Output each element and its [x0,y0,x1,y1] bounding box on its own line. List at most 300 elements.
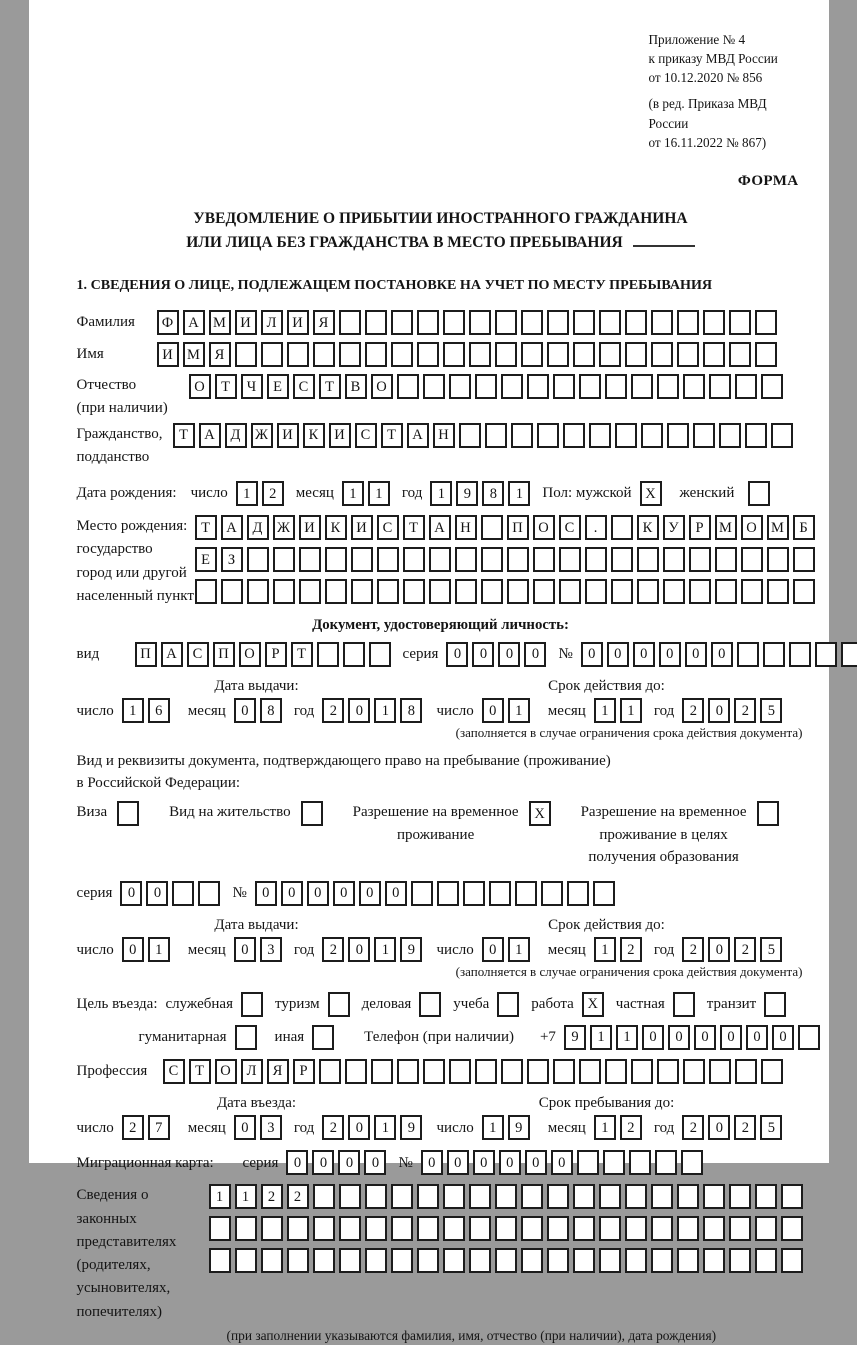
char-cell[interactable] [715,547,737,572]
char-cell[interactable]: И [329,423,351,448]
char-cell[interactable] [489,881,511,906]
char-cell[interactable] [573,342,595,367]
char-cell[interactable] [417,1216,439,1241]
char-cell[interactable]: И [277,423,299,448]
char-cell[interactable]: П [213,642,235,667]
char-cell[interactable] [729,342,751,367]
char-cell[interactable] [605,1059,627,1084]
char-cell[interactable]: 1 [236,481,258,506]
char-cell[interactable] [579,374,601,399]
char-cell[interactable] [709,1059,731,1084]
char-cell[interactable] [247,579,269,604]
char-cell[interactable]: 6 [148,698,170,723]
char-cell[interactable]: 0 [120,881,142,906]
char-cell[interactable] [377,579,399,604]
char-cell[interactable]: 0 [146,881,168,906]
char-cell[interactable]: Т [291,642,313,667]
char-cell[interactable]: 0 [348,698,370,723]
char-cell[interactable] [761,374,783,399]
char-cell[interactable]: 8 [260,698,282,723]
char-cell[interactable] [261,342,283,367]
char-cell[interactable]: 1 [594,937,616,962]
char-cell[interactable]: А [429,515,451,540]
char-cell[interactable] [781,1248,803,1273]
char-cell[interactable]: 0 [473,1150,495,1175]
char-cell[interactable] [417,1248,439,1273]
char-cell[interactable] [755,1184,777,1209]
char-cell[interactable] [615,423,637,448]
char-cell[interactable] [815,642,837,667]
char-cell[interactable] [437,881,459,906]
char-cell[interactable] [515,881,537,906]
char-cell[interactable] [317,642,339,667]
char-cell[interactable]: 0 [338,1150,360,1175]
char-cell[interactable]: 0 [472,642,494,667]
char-cell[interactable] [651,342,673,367]
char-cell[interactable]: К [303,423,325,448]
char-cell[interactable] [771,423,793,448]
char-cell[interactable]: Ж [251,423,273,448]
char-cell[interactable]: А [183,310,205,335]
char-cell[interactable] [637,547,659,572]
char-cell[interactable] [235,1216,257,1241]
char-cell[interactable] [497,992,519,1017]
char-cell[interactable]: 1 [594,1115,616,1140]
char-cell[interactable]: Н [433,423,455,448]
char-cell[interactable]: 2 [620,1115,642,1140]
char-cell[interactable]: . [585,515,607,540]
char-cell[interactable] [423,1059,445,1084]
char-cell[interactable]: У [663,515,685,540]
char-cell[interactable]: О [215,1059,237,1084]
char-cell[interactable]: 2 [322,698,344,723]
char-cell[interactable]: З [221,547,243,572]
char-cell[interactable] [657,1059,679,1084]
char-cell[interactable] [729,1248,751,1273]
char-cell[interactable] [673,992,695,1017]
char-cell[interactable] [755,1216,777,1241]
char-cell[interactable] [521,1184,543,1209]
char-cell[interactable] [611,515,633,540]
char-cell[interactable] [313,1184,335,1209]
char-cell[interactable] [365,310,387,335]
char-cell[interactable]: 0 [447,1150,469,1175]
char-cell[interactable]: Т [381,423,403,448]
char-cell[interactable] [563,423,585,448]
char-cell[interactable]: И [235,310,257,335]
char-cell[interactable] [391,1216,413,1241]
char-cell[interactable] [577,1150,599,1175]
char-cell[interactable] [172,881,194,906]
char-cell[interactable] [325,579,347,604]
char-cell[interactable]: А [199,423,221,448]
char-cell[interactable] [689,547,711,572]
char-cell[interactable] [481,579,503,604]
char-cell[interactable]: Е [267,374,289,399]
char-cell[interactable] [511,423,533,448]
char-cell[interactable]: 2 [734,937,756,962]
char-cell[interactable]: М [183,342,205,367]
char-cell[interactable] [547,342,569,367]
char-cell[interactable]: 1 [508,481,530,506]
char-cell[interactable]: 0 [364,1150,386,1175]
char-cell[interactable] [693,423,715,448]
char-cell[interactable]: 0 [711,642,733,667]
char-cell[interactable] [339,1248,361,1273]
char-cell[interactable]: 0 [446,642,468,667]
char-cell[interactable] [527,1059,549,1084]
char-cell[interactable] [599,310,621,335]
char-cell[interactable] [553,1059,575,1084]
char-cell[interactable] [703,1248,725,1273]
char-cell[interactable]: Ж [273,515,295,540]
char-cell[interactable] [507,579,529,604]
char-cell[interactable]: 1 [616,1025,638,1050]
char-cell[interactable]: С [293,374,315,399]
char-cell[interactable] [677,310,699,335]
char-cell[interactable]: 0 [694,1025,716,1050]
char-cell[interactable]: X [529,801,551,826]
char-cell[interactable] [261,1248,283,1273]
char-cell[interactable] [599,1184,621,1209]
char-cell[interactable]: 0 [421,1150,443,1175]
char-cell[interactable] [313,342,335,367]
char-cell[interactable] [677,1184,699,1209]
char-cell[interactable] [605,374,627,399]
char-cell[interactable] [533,547,555,572]
char-cell[interactable] [449,1059,471,1084]
char-cell[interactable] [689,579,711,604]
char-cell[interactable] [325,547,347,572]
char-cell[interactable]: Л [261,310,283,335]
char-cell[interactable] [641,423,663,448]
char-cell[interactable] [391,1184,413,1209]
char-cell[interactable]: 1 [590,1025,612,1050]
char-cell[interactable]: С [163,1059,185,1084]
char-cell[interactable]: С [559,515,581,540]
char-cell[interactable]: С [355,423,377,448]
char-cell[interactable]: 2 [620,937,642,962]
char-cell[interactable] [328,992,350,1017]
char-cell[interactable]: 0 [498,642,520,667]
char-cell[interactable] [501,374,523,399]
char-cell[interactable]: М [767,515,789,540]
char-cell[interactable] [527,374,549,399]
char-cell[interactable] [573,1184,595,1209]
char-cell[interactable] [417,342,439,367]
char-cell[interactable]: И [287,310,309,335]
char-cell[interactable] [495,1216,517,1241]
char-cell[interactable] [521,1216,543,1241]
char-cell[interactable]: С [377,515,399,540]
char-cell[interactable] [469,1248,491,1273]
char-cell[interactable]: 0 [642,1025,664,1050]
char-cell[interactable]: Т [215,374,237,399]
char-cell[interactable]: 0 [659,642,681,667]
char-cell[interactable]: Я [209,342,231,367]
char-cell[interactable]: 7 [148,1115,170,1140]
char-cell[interactable] [455,579,477,604]
char-cell[interactable]: 0 [708,937,730,962]
char-cell[interactable]: 1 [368,481,390,506]
char-cell[interactable]: Н [455,515,477,540]
char-cell[interactable]: Р [265,642,287,667]
char-cell[interactable] [761,1059,783,1084]
char-cell[interactable] [781,1216,803,1241]
char-cell[interactable]: 0 [746,1025,768,1050]
char-cell[interactable] [235,342,257,367]
char-cell[interactable] [651,1184,673,1209]
char-cell[interactable] [397,1059,419,1084]
char-cell[interactable] [391,1248,413,1273]
char-cell[interactable] [663,579,685,604]
char-cell[interactable] [657,374,679,399]
char-cell[interactable]: 1 [482,1115,504,1140]
char-cell[interactable]: А [221,515,243,540]
char-cell[interactable] [287,1216,309,1241]
char-cell[interactable] [411,881,433,906]
char-cell[interactable] [419,992,441,1017]
char-cell[interactable] [273,579,295,604]
char-cell[interactable]: 5 [760,698,782,723]
char-cell[interactable]: 2 [682,698,704,723]
char-cell[interactable] [729,1216,751,1241]
char-cell[interactable] [755,310,777,335]
char-cell[interactable] [841,642,857,667]
char-cell[interactable] [481,547,503,572]
char-cell[interactable] [469,342,491,367]
char-cell[interactable] [663,547,685,572]
char-cell[interactable] [312,1025,334,1050]
char-cell[interactable] [589,423,611,448]
char-cell[interactable]: 0 [525,1150,547,1175]
char-cell[interactable] [651,1248,673,1273]
char-cell[interactable] [469,1184,491,1209]
char-cell[interactable]: 3 [260,1115,282,1140]
char-cell[interactable] [365,1184,387,1209]
char-cell[interactable] [625,342,647,367]
char-cell[interactable]: 1 [235,1184,257,1209]
char-cell[interactable]: П [507,515,529,540]
char-cell[interactable] [287,1248,309,1273]
char-cell[interactable] [301,801,323,826]
char-cell[interactable] [735,374,757,399]
char-cell[interactable]: 1 [122,698,144,723]
char-cell[interactable]: И [351,515,373,540]
char-cell[interactable] [209,1248,231,1273]
char-cell[interactable]: 0 [359,881,381,906]
char-cell[interactable]: 2 [262,481,284,506]
char-cell[interactable] [579,1059,601,1084]
char-cell[interactable] [521,342,543,367]
char-cell[interactable]: 1 [374,1115,396,1140]
char-cell[interactable] [235,1248,257,1273]
char-cell[interactable]: 1 [374,698,396,723]
char-cell[interactable]: 9 [400,937,422,962]
char-cell[interactable]: 2 [734,698,756,723]
char-cell[interactable]: 0 [281,881,303,906]
char-cell[interactable]: О [189,374,211,399]
char-cell[interactable]: 9 [564,1025,586,1050]
char-cell[interactable]: 2 [287,1184,309,1209]
char-cell[interactable] [667,423,689,448]
char-cell[interactable]: 0 [499,1150,521,1175]
char-cell[interactable] [369,642,391,667]
char-cell[interactable]: М [209,310,231,335]
char-cell[interactable] [287,342,309,367]
char-cell[interactable] [637,579,659,604]
char-cell[interactable]: Л [241,1059,263,1084]
char-cell[interactable]: 0 [607,642,629,667]
char-cell[interactable]: 1 [148,937,170,962]
char-cell[interactable]: Т [189,1059,211,1084]
char-cell[interactable] [195,579,217,604]
char-cell[interactable] [757,801,779,826]
char-cell[interactable] [417,1184,439,1209]
char-cell[interactable] [603,1150,625,1175]
char-cell[interactable]: 0 [307,881,329,906]
char-cell[interactable]: 2 [322,1115,344,1140]
char-cell[interactable]: Я [313,310,335,335]
char-cell[interactable] [371,1059,393,1084]
char-cell[interactable]: 0 [333,881,355,906]
char-cell[interactable]: Е [195,547,217,572]
char-cell[interactable] [443,310,465,335]
char-cell[interactable] [391,310,413,335]
char-cell[interactable]: 2 [261,1184,283,1209]
char-cell[interactable] [553,374,575,399]
char-cell[interactable]: Ч [241,374,263,399]
char-cell[interactable]: К [637,515,659,540]
char-cell[interactable]: X [640,481,662,506]
char-cell[interactable] [741,579,763,604]
char-cell[interactable] [449,374,471,399]
char-cell[interactable]: А [161,642,183,667]
char-cell[interactable]: К [325,515,347,540]
char-cell[interactable]: 2 [734,1115,756,1140]
char-cell[interactable] [631,1059,653,1084]
char-cell[interactable]: 5 [760,937,782,962]
char-cell[interactable]: 1 [508,698,530,723]
char-cell[interactable] [745,423,767,448]
char-cell[interactable] [377,547,399,572]
char-cell[interactable] [501,1059,523,1084]
char-cell[interactable]: 0 [581,642,603,667]
char-cell[interactable] [495,342,517,367]
char-cell[interactable] [547,1216,569,1241]
char-cell[interactable]: Д [247,515,269,540]
char-cell[interactable] [541,881,563,906]
char-cell[interactable]: 0 [668,1025,690,1050]
char-cell[interactable]: 0 [708,698,730,723]
char-cell[interactable] [741,547,763,572]
char-cell[interactable] [793,547,815,572]
char-cell[interactable] [273,547,295,572]
char-cell[interactable]: В [345,374,367,399]
char-cell[interactable]: 2 [122,1115,144,1140]
char-cell[interactable] [755,342,777,367]
char-cell[interactable]: 0 [720,1025,742,1050]
char-cell[interactable] [703,342,725,367]
char-cell[interactable] [625,1248,647,1273]
char-cell[interactable]: Б [793,515,815,540]
char-cell[interactable]: 0 [385,881,407,906]
char-cell[interactable]: 9 [456,481,478,506]
char-cell[interactable] [599,342,621,367]
char-cell[interactable]: Т [403,515,425,540]
char-cell[interactable]: 0 [286,1150,308,1175]
char-cell[interactable] [455,547,477,572]
char-cell[interactable] [735,1059,757,1084]
char-cell[interactable]: Д [225,423,247,448]
char-cell[interactable] [715,579,737,604]
char-cell[interactable] [209,1216,231,1241]
char-cell[interactable]: 2 [682,1115,704,1140]
char-cell[interactable] [339,342,361,367]
char-cell[interactable]: П [135,642,157,667]
char-cell[interactable] [599,1216,621,1241]
char-cell[interactable] [235,1025,257,1050]
char-cell[interactable] [719,423,741,448]
char-cell[interactable] [585,579,607,604]
char-cell[interactable]: Т [195,515,217,540]
char-cell[interactable] [443,1184,465,1209]
char-cell[interactable] [793,579,815,604]
char-cell[interactable]: 0 [524,642,546,667]
char-cell[interactable] [475,374,497,399]
char-cell[interactable] [339,1216,361,1241]
char-cell[interactable] [443,1216,465,1241]
char-cell[interactable] [403,547,425,572]
char-cell[interactable] [677,1216,699,1241]
char-cell[interactable]: 0 [348,1115,370,1140]
char-cell[interactable] [737,642,759,667]
char-cell[interactable] [533,579,555,604]
char-cell[interactable]: Р [689,515,711,540]
char-cell[interactable]: С [187,642,209,667]
char-cell[interactable] [117,801,139,826]
char-cell[interactable] [573,310,595,335]
char-cell[interactable] [683,374,705,399]
char-cell[interactable] [319,1059,341,1084]
char-cell[interactable] [567,881,589,906]
char-cell[interactable] [261,1216,283,1241]
char-cell[interactable] [495,1184,517,1209]
char-cell[interactable] [593,881,615,906]
char-cell[interactable] [403,579,425,604]
char-cell[interactable]: 1 [594,698,616,723]
char-cell[interactable]: 0 [482,698,504,723]
char-cell[interactable] [443,342,465,367]
char-cell[interactable]: И [299,515,321,540]
char-cell[interactable]: 1 [342,481,364,506]
char-cell[interactable]: Р [293,1059,315,1084]
char-cell[interactable] [463,881,485,906]
char-cell[interactable] [241,992,263,1017]
char-cell[interactable] [313,1216,335,1241]
char-cell[interactable] [651,310,673,335]
char-cell[interactable] [655,1150,677,1175]
char-cell[interactable] [459,423,481,448]
char-cell[interactable]: X [582,992,604,1017]
char-cell[interactable]: И [157,342,179,367]
char-cell[interactable] [781,1184,803,1209]
char-cell[interactable] [443,1248,465,1273]
char-cell[interactable] [365,1248,387,1273]
char-cell[interactable] [198,881,220,906]
char-cell[interactable]: 1 [374,937,396,962]
char-cell[interactable]: О [371,374,393,399]
